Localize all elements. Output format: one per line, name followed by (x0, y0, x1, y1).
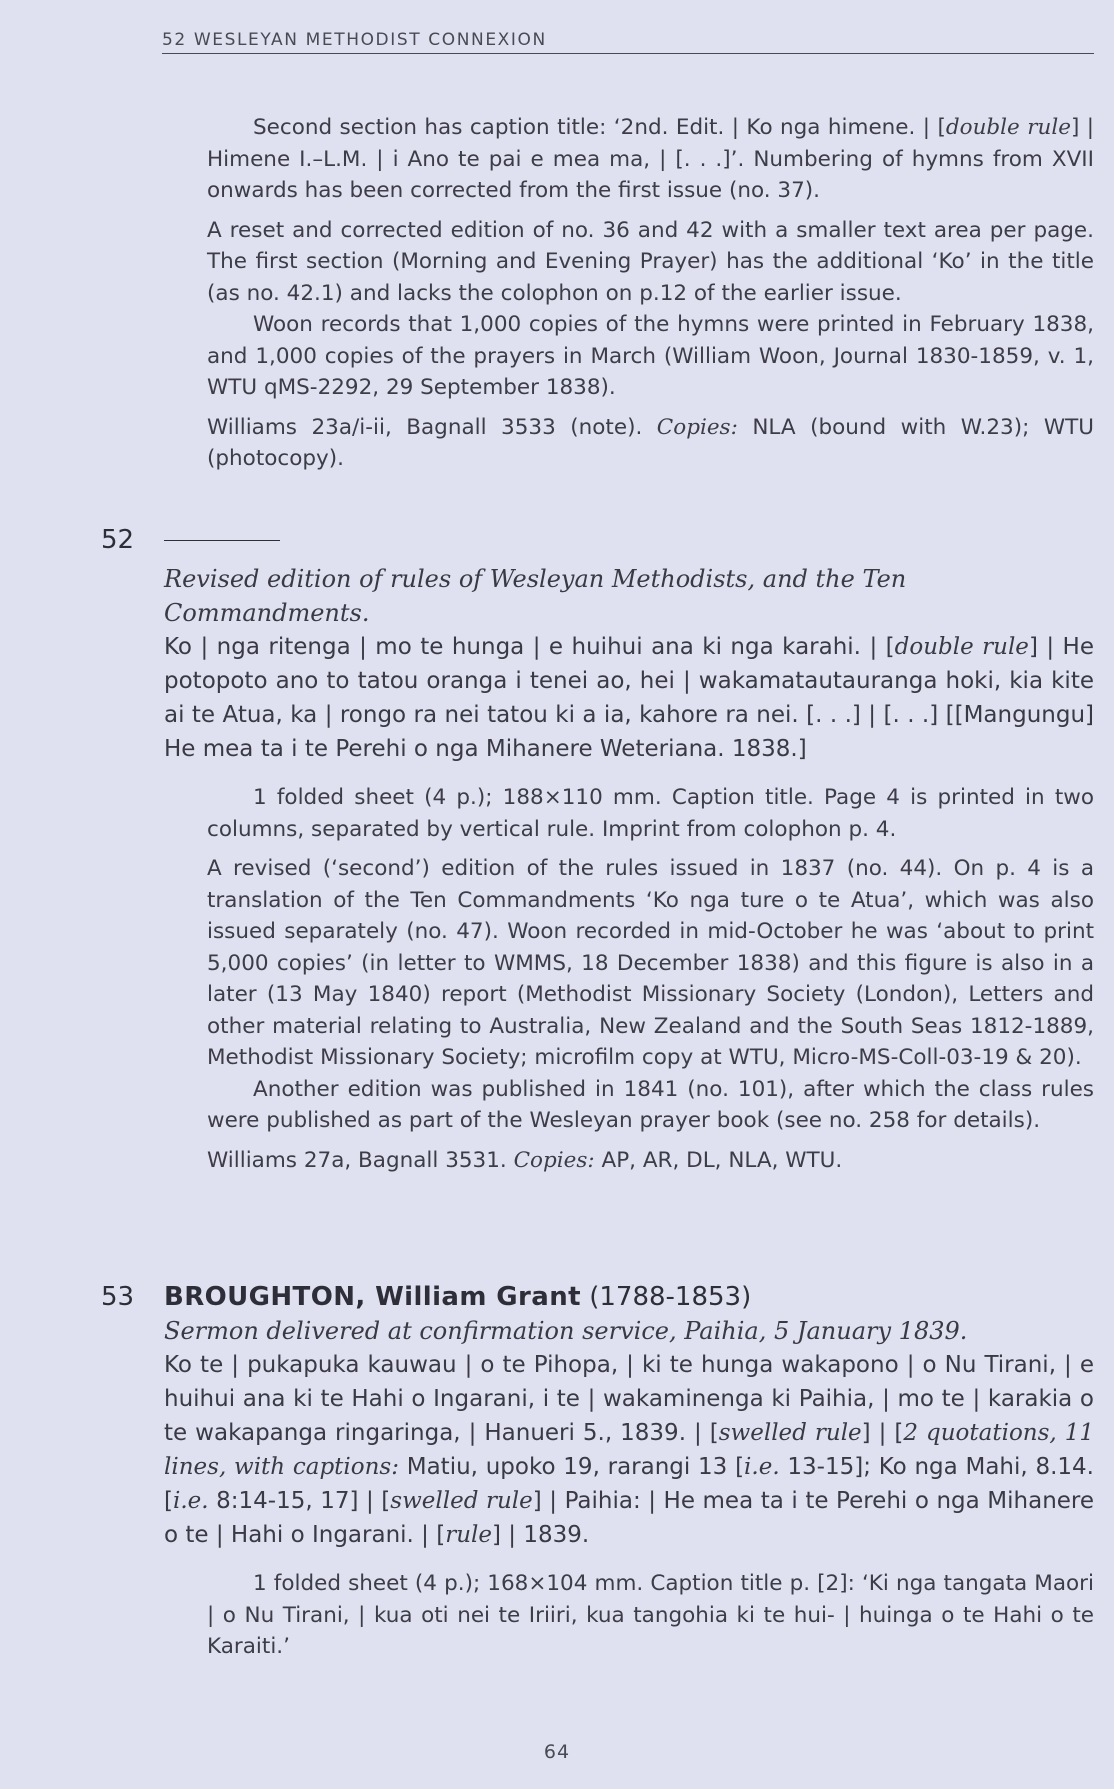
author-heading: BROUGHTON, William Grant (1788-1853) (164, 1282, 752, 1312)
note-paragraph: A reset and corrected edition of no. 36 and 42 with a smaller text area per page. The first section (Morning and Evening Prayer) has the additional ‘Ko’ in the title (as no. 42.1) and lacks the colophon on p.12 of the earlier issue. (207, 217, 1094, 306)
entry-52-notes (207, 782, 1094, 1176)
note-paragraph: Second section has caption title: ‘2nd. Edit. | Ko nga himene. | [double rule] | Himene I.–L.M. | i Ano te pai e mea ma, | [. . .]’. Numbering of hymns from XVII onwards has been corrected from the first issue (no. 37). (207, 115, 1094, 203)
citation-paragraph: Williams 27a, Bagnall 3531. Copies: AP, AR, DL, NLA, WTU. (207, 1147, 843, 1173)
entry-number: 52 (101, 525, 135, 555)
note-paragraph: Another edition was published in 1841 (no. 101), after which the class rules were published as part of the Wesleyan prayer book (see no. 258 for details). (207, 1076, 1094, 1133)
note-paragraph: A revised (‘second’) edition of the rules issued in 1837 (no. 44). On p. 4 is a translation of the Ten Commandments ‘Ko nga ture o te Atua’, which was also issued separately (no. 47). Woon recorded in mid-October he was ‘about to print 5,000 copies’ (in letter to WMMS, 18 December 1838) and this figure is also in a later (13 May 1840) report (Methodist Missionary Society (London), Letters and other material relating to Australia, New Zealand and the South Seas 1812-1889, Methodist Missionary Society; microfilm copy at WTU, Micro-MS-Coll-03-19 & 20). (207, 856, 1094, 1070)
title-transcription: Ko | nga ritenga | mo te hunga | e huihui ana ki nga karahi. | [double rule] | He potopoto ano to tatou oranga i tenei ao, hei | wakamatautauranga hoki, kia kite ai te Atua, ka | rongo ra nei tatou ki a ia, kahore ra nei. [. . .] | [. . .] [[Mangungu] He mea ta i te Perehi o nga Mihanere Weteriana. 1838.] (164, 634, 1095, 762)
page-number: 64 (543, 1741, 571, 1763)
entry-52 (164, 528, 1094, 766)
entry-number: 53 (101, 1282, 135, 1312)
entry-title: Revised edition of rules of Wesleyan Methodists, and the Ten Commandments. (164, 565, 907, 627)
author-dash (164, 540, 280, 541)
top-notes (207, 112, 1094, 475)
running-head: 52 WESLEYAN METHODIST CONNEXION (162, 30, 1094, 54)
note-paragraph: Woon records that 1,000 copies of the hymns were printed in February 1838, and 1,000 copies of the prayers in March (William Woon, Journal 1830-1859, v. 1, WTU qMS-2292, 29 September 1838). (207, 312, 1094, 400)
entry-53 (164, 1280, 1094, 1552)
entry-title: Sermon delivered at confirmation service, Paihia, 5 January 1839. (164, 1317, 968, 1345)
title-transcription: Ko te | pukapuka kauwau | o te Pihopa, | ki te hunga wakapono | o Nu Tirani, | e huihui ana ki te Hahi o Ingarani, i te | wakaminenga ki Paihia, | mo te | karakia o te wakapanga ringaringa, | Hanueri 5., 1839. | [swelled rule] | [2 quotations, 11 lines, with captions: Matiu, upoko 19, rarangi 13 [i.e. 13-15]; Ko nga Mahi, 8.14. [i.e. 8:14-15, 17] | [swelled rule] | Paihia: | He mea ta i te Perehi o nga Mihanere o te | Hahi o Ingarani. | [rule] | 1839. (164, 1352, 1095, 1548)
entry-53-notes (207, 1568, 1094, 1663)
citation-paragraph: Williams 23a/i-ii, Bagnall 3533 (note). Copies: NLA (bound with W.23); WTU (photocopy). (207, 414, 1094, 471)
physical-description: 1 folded sheet (4 p.); 188×110 mm. Caption title. Page 4 is printed in two columns, separated by vertical rule. Imprint from colophon p. 4. (207, 785, 1094, 842)
physical-description: 1 folded sheet (4 p.); 168×104 mm. Caption title p. [2]: ‘Ki nga tangata Maori | o Nu Tirani, | kua oti nei te Iriiri, kua tangohia ki te hui- | huinga o te Hahi o te Karaiti.’ (207, 1571, 1094, 1659)
